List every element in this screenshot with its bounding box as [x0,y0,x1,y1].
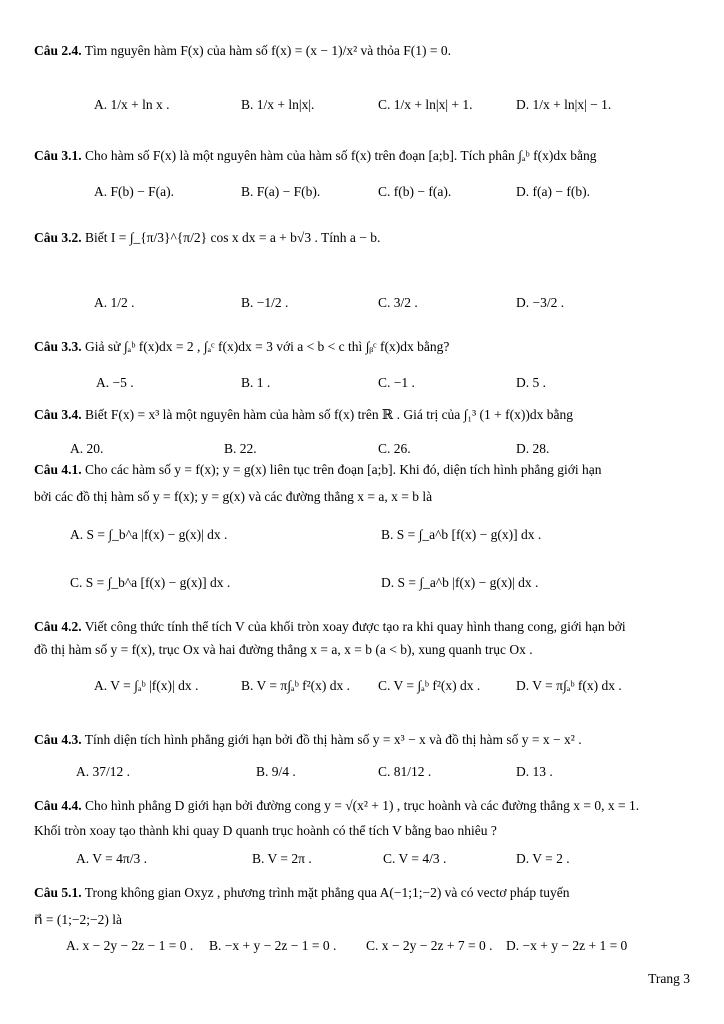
option-a: A. 1/2 . [94,295,135,310]
page-number: Trang 3 [648,971,690,986]
question-text: Viết công thức tính thể tích V của khối tròn xoay được tạo ra khi quay hình thang cong, giới hạn bởi [84,619,626,634]
option-c: C. V = 4/3 . [383,851,447,866]
question-text: Tìm nguyên hàm F(x) của hàm số f(x) = (x − 1)/x² và thỏa F(1) = 0. [84,43,451,58]
question-label: Câu 5.1. [34,885,82,900]
option-b: B. V = π∫ₐᵇ f²(x) dx . [241,678,351,693]
option-c: C. x − 2y − 2z + 7 = 0 . [366,938,493,953]
question-text: Cho các hàm số y = f(x); y = g(x) liên tục trên đoạn [a;b]. Khi đó, diện tích hình phẳng giới hạn [85,462,602,477]
option-b: B. −1/2 . [241,295,289,310]
option-b: B. F(a) − F(b). [241,184,321,199]
question-text: Cho hàm số F(x) là một nguyên hàm của hàm số f(x) trên đoạn [a;b]. Tích phân ∫ₐᵇ f(x)dx bằng [85,148,597,163]
question-5-1-continued [34,911,694,929]
question-label: Câu 3.2. [34,230,82,245]
question-label: Câu 4.1. [34,462,82,477]
question-3-2 [34,229,694,247]
question-text: Biết F(x) = x³ là một nguyên hàm của hàm số f(x) trên ℝ . Giá trị của ∫₁³ (1 + f(x))dx bằng [85,407,573,422]
question-label: Câu 2.4. [34,43,82,58]
option-a: A. F(b) − F(a). [94,184,174,199]
question-text: Giả sử ∫ₐᵇ f(x)dx = 2 , ∫ₐᶜ f(x)dx = 3 với a < b < c thì ∫ᵦᶜ f(x)dx bằng? [85,339,450,354]
question-label: Câu 3.3. [34,339,82,354]
option-b: B. 22. [224,441,257,456]
option-c: C. V = ∫ₐᵇ f²(x) dx . [378,678,481,693]
question-label: Câu 4.4. [34,798,82,813]
question-4-1 [34,461,694,479]
question-4-4 [34,797,694,815]
question-4-3 [34,731,694,749]
question-label: Câu 3.1. [34,148,82,163]
question-text: đồ thị hàm số y = f(x), trục Ox và hai đường thẳng x = a, x = b (a < b), xung quanh trục Ox . [34,642,533,657]
option-b: B. V = 2π . [252,851,312,866]
option-b: B. 9/4 . [256,764,296,779]
question-5-1 [34,884,694,902]
option-d: D. f(a) − f(b). [516,184,590,199]
option-c: C. f(b) − f(a). [378,184,452,199]
question-4-2-continued [34,641,694,659]
option-d: D. 13 . [516,764,553,779]
option-c: C. 1/x + ln|x| + 1. [378,97,473,112]
option-a: A. V = 4π/3 . [76,851,147,866]
question-text: n⃗ = (1;−2;−2) là [34,912,123,927]
option-a: A. S = ∫_b^a |f(x) − g(x)| dx . [70,527,228,542]
option-b: B. 1 . [241,375,271,390]
question-text: Trong không gian Oxyz , phương trình mặt phẳng qua A(−1;1;−2) và có vectơ pháp tuyến [84,885,570,900]
question-4-1-continued [34,488,694,506]
question-label: Câu 3.4. [34,407,82,422]
question-2-4 [34,42,694,60]
option-d: D. 28. [516,441,550,456]
question-text: Tính diện tích hình phẳng giới hạn bởi đồ thị hàm số y = x³ − x và đồ thị hàm số y = x − x² . [84,732,582,747]
option-d: D. −x + y − 2z + 1 = 0 [506,938,628,953]
question-text: Cho hình phẳng D giới hạn bởi đường cong y = √(x² + 1) , trục hoành và các đường thẳng x = 0, x = 1. [85,798,640,813]
question-label: Câu 4.3. [34,732,82,747]
option-a: A. −5 . [96,375,134,390]
question-3-4 [34,406,694,424]
option-d: D. S = ∫_a^b |f(x) − g(x)| dx . [381,575,539,590]
option-d: D. −3/2 . [516,295,565,310]
option-d: D. V = 2 . [516,851,570,866]
option-b: B. 1/x + ln|x|. [241,97,315,112]
option-a: A. x − 2y − 2z − 1 = 0 . [66,938,194,953]
option-a: A. V = ∫ₐᵇ |f(x)| dx . [94,678,199,693]
option-c: C. −1 . [378,375,415,390]
question-3-3 [34,338,694,356]
question-4-4-continued [34,822,694,840]
option-b: B. −x + y − 2z − 1 = 0 . [209,938,337,953]
option-c: C. 81/12 . [378,764,432,779]
question-3-1 [34,147,694,165]
option-a: A. 37/12 . [76,764,130,779]
option-d: D. 1/x + ln|x| − 1. [516,97,612,112]
question-text: Biết I = ∫_{π/3}^{π/2} cos x dx = a + b√3 . Tính a − b. [85,230,381,245]
option-d: D. V = π∫ₐᵇ f(x) dx . [516,678,622,693]
option-c: C. 26. [378,441,411,456]
question-4-2 [34,618,694,636]
question-label: Câu 4.2. [34,619,82,634]
option-c: C. 3/2 . [378,295,418,310]
option-c: C. S = ∫_b^a [f(x) − g(x)] dx . [70,575,231,590]
option-a: A. 20. [70,441,104,456]
question-text: Khối tròn xoay tạo thành khi quay D quanh trục hoành có thể tích V bằng bao nhiêu ? [34,823,497,838]
question-text: bởi các đồ thị hàm số y = f(x); y = g(x) và các đường thẳng x = a, x = b là [34,489,433,504]
option-d: D. 5 . [516,375,546,390]
option-b: B. S = ∫_a^b [f(x) − g(x)] dx . [381,527,542,542]
option-a: A. 1/x + ln x . [94,97,170,112]
